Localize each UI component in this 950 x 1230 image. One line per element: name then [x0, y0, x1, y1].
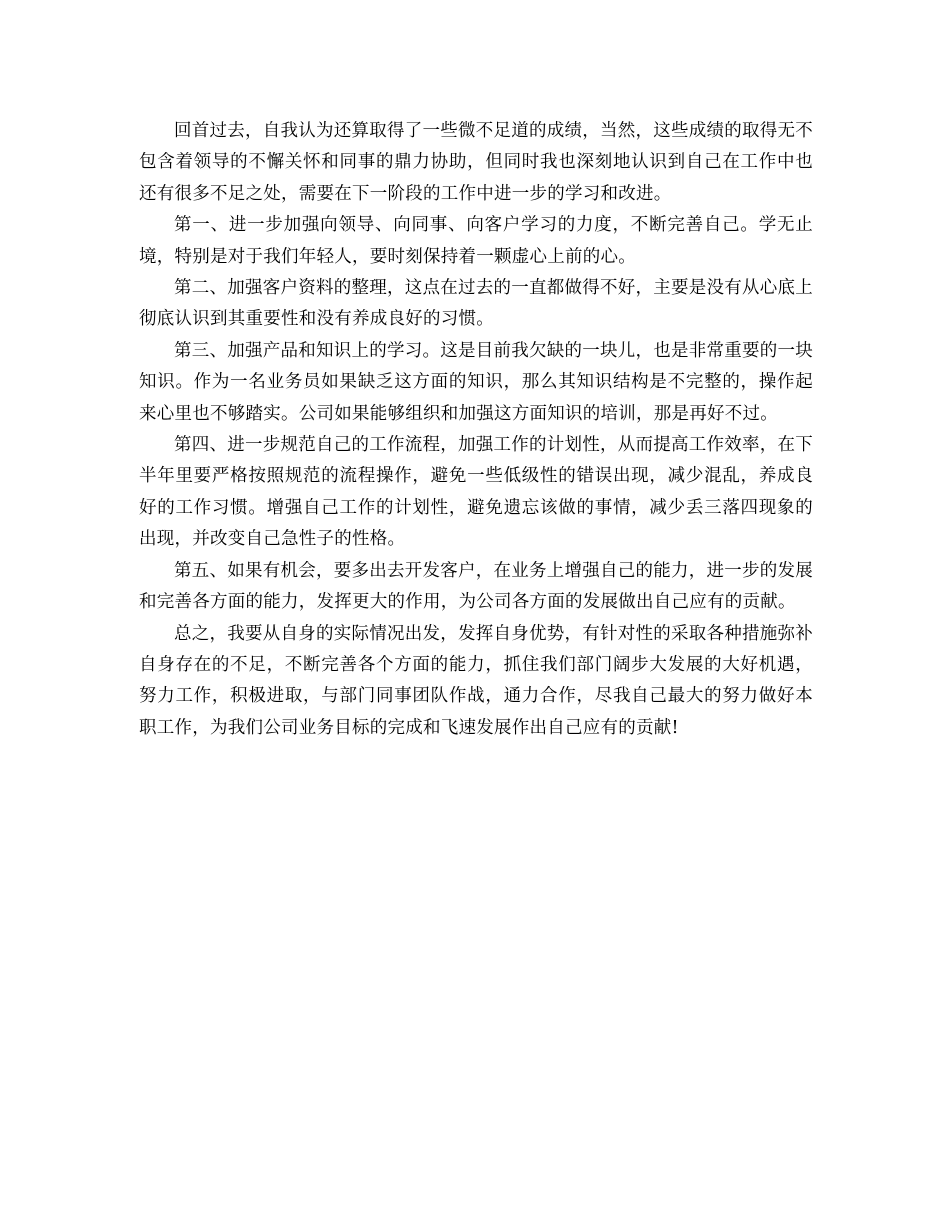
paragraph-point-one: 第一、进一步加强向领导、向同事、向客户学习的力度，不断完善自己。学无止境，特别是对于我们年轻人，要时刻保持着一颗虚心上前的心。 [139, 215, 813, 267]
paragraph-conclusion: 总之，我要从自身的实际情况出发，发挥自身优势，有针对性的采取各种措施弥补自身存在的不足，不断完善各个方面的能力，抓住我们部门阔步大发展的大好机遇，努力工作，积极进取，与部门同事团队作战，通力合作，尽我自己最大的努力做好本职工作，为我们公司业务目标的完成和飞速发展作出自己应有的贡献! [139, 623, 813, 738]
paragraph-point-three: 第三、加强产品和知识上的学习。这是目前我欠缺的一块儿，也是非常重要的一块知识。作为一名业务员如果缺乏这方面的知识，那么其知识结构是不完整的，操作起来心里也不够踏实。公司如果能够组织和加强这方面知识的培训，那是再好不过。 [139, 340, 813, 424]
paragraph-point-five: 第五、如果有机会，要多出去开发客户，在业务上增强自己的能力，进一步的发展和完善各方面的能力，发挥更大的作用，为公司各方面的发展做出自己应有的贡献。 [139, 560, 813, 613]
paragraph-point-four: 第四、进一步规范自己的工作流程，加强工作的计划性，从而提高工作效率，在下半年里要严格按照规范的流程操作，避免一些低级性的错误出现，减少混乱，养成良好的工作习惯。增强自己工作的计划性，避免遗忘该做的事情，减少丢三落四现象的出现，并改变自己急性子的性格。 [139, 435, 813, 550]
paragraph-point-two: 第二、加强客户资料的整理，这点在过去的一直都做得不好，主要是没有从心底上彻底认识到其重要性和没有养成良好的习惯。 [139, 278, 813, 330]
paragraph-review: 回首过去，自我认为还算取得了一些微不足道的成绩，当然，这些成绩的取得无不包含着领导的不懈关怀和同事的鼎力协助，但同时我也深刻地认识到自己在工作中也还有很多不足之处，需要在下一阶段的工作中进一步的学习和改进。 [139, 121, 813, 204]
document-body [139, 116, 813, 744]
